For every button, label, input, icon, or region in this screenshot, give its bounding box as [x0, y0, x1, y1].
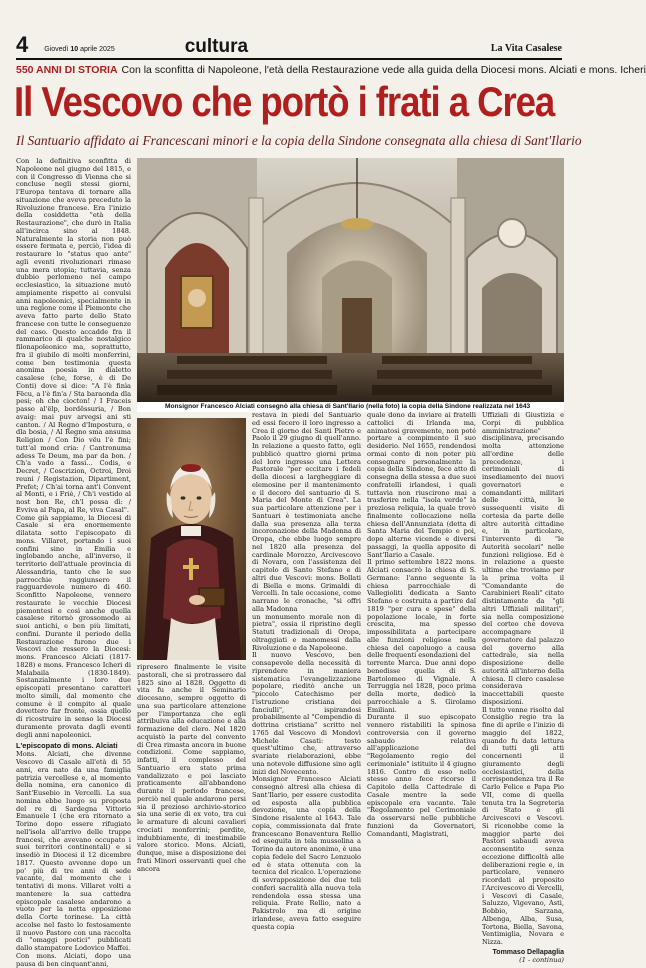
article-headline: Il Vescovo che portò i frati a Crea [14, 78, 555, 125]
header-divider [16, 58, 562, 60]
paragraph: ripresero finalmente le visite pastorali, che si protrassero dal 1825 sino al 1828. Oggetto di vita fu anche il Seminario diocesano, sempre oggetto di una sua particolare attenzione per l'importanza che egli attribuiva alla educazione e alla formazione del clero. Nel 1820 acquistò la parte del convento di Crea rimasta ancora in buone condizioni. Come sappiamo, infatti, il complesso del Santuario era stato prima vandalizzato e poi lasciato praticamente all'abbandono durante il periodo francese, perciò nel quale andarono persi sia il prezioso archivio-storico sia una serie di ex voto, tra cui le armature di alcuni cavalieri crociati monferrini; perdite, indubbiamente, di inestimabile valore storico. Mons. Alciati, dunque, mise a disposizione dei frati Minori osservanti quel che ancora [137, 663, 246, 873]
church-interior-illustration [137, 158, 564, 402]
page-number: 4 [16, 32, 29, 57]
paragraph: restava in piedi del Santuario ed essi fecero il loro ingresso a Crea il giorno dei Santi Pietro e Paolo il 29 giugno di quell'anno. In relazione a questo fatto, egli pubblicò quattro giorni prima del loro ingresso una Lettera Pastorale "per eccitare i fedeli della diocesi a largheggiare di elemosine per il mantenimento e il decoro del santuario di S. Maria del Monte di Crea". La sua particolare attenzione per i Santuari è testimoniata anche dalla sua presenza alla terza incoronazione della Madonna di Oropa, che ebbe luogo sempre nel 1820 alla presenza del cardinale Morozzo, Arcivescovo di Novara, con l'assistenza del capitolo di Santo Stefano e di altri due Vescovi: mons. Bollati di Biella e mons. Grimaldi di Vercelli. In tale occasione, come narrano le cronache, "si offri alla Madonna [252, 411, 361, 613]
bishop-portrait [137, 418, 246, 660]
paragraph: Il primo settembre 1822 mons. Alciati consacrò la chiesa di S. Germano: l'anno seguente la chiesa parrocchiale di Vallegioliti dedicata a Santo Stefano e costruita a partire dal 1819 "per cura e spese" della popolazione locale, in forte crescita, ma spesso impossibilitata a partecipare alle funzioni religiose nella chiesa del capoluogo a causa delle frequenti esondazioni del [367, 558, 476, 660]
article-column-3 [252, 411, 361, 931]
issue-date: Giovedì 10 aprile 2025 [44, 46, 115, 53]
paragraph: Durante il suo episcopato vennero ristabiliti la spinosa controversia con il governo sabaudo relativa all'applicazione del "Regolamento regio del cerimoniale" istituito il 4 giugno 1816. Contro di esso nello stesso anno fece ricorso il Capitolo della Cattedrale di Casale mentre la sede episcopale era vacante. Tale "Regolamento pel Cerimoniale da osservarsi nelle pubbliche funzioni da Governatori, Comandanti, Magistrati, [367, 713, 476, 838]
church-interior-photo [137, 158, 564, 402]
kicker-text: Con la sconfitta di Napoleone, l'età della Restaurazione vede alla guida della Diocesi mons. Alciati e mons. Icheri [121, 64, 646, 76]
continues-note: (1 - continua) [519, 955, 564, 964]
paragraph: Monsignor Francesco Alciati consegnò altresì alla chiesa di Sant'Ilario, per essere custodita ed esposta alla pubblica devozione, una copia della Sindone risalente al 1643. Tale copia, commissionata dal frate francescano Bonaventura Rellio ed eseguita in tela mussolina a Torino da autore anonimo, è una copia fedele del Sacro Lenzuolo ed è stata ottenuta con la tecnica del ricalco. L'operazione di sovrapposizione dei due teli conferì sacralità alla nuova tela rendendola essa stessa una reliquia. Frate Rellio, nato a Pakistrolo ma di origine irlandese, aveva fatto eseguire questa copia [252, 775, 361, 931]
paragraph: quale dono da inviare ai fratelli cattolici di Irlanda ma, animatosi gravemente, non poté portare a compimento il suo desiderio. Nel 1655, rendendosi ormai conto di non poter più consegnare personalmente la copia della Sindone, fece atto di consegna della stessa a due suoi confratelli irlandesi, i quali tuttavia non riuscirono mai a trasferire nella "isola verde" la preziosa reliquia, la quale trovò finalmente collocazione nella chiesa dell'Annunziata (detta di Santa Maria del Tempio e poi, dopo alterne vicende e diversi passaggi, la quella apposito di Sant'Ilario a Casale. [367, 411, 476, 559]
article-column-4 [367, 412, 476, 910]
paragraph: Uffiziali di Giustizia e Corpi di pubblica amministrazione" disciplinava, precisando molta attenzione all'ordine delle precedenze, i cerimoniali di insediamento dei nuovi governatori e comandanti militari delle città, le sussequenti visite di cortesia da parte delle altre autorità cittadine e, in particolare, l'intervento di "le Autorità secolari" nelle funzioni religiose. Ed è in relazione a queste ultime che troviamo per la prima volta il "Comandante de Carabinieri Reali" citato distintamente da "gli altri Uffiziali militari", sia nella composizione del corteo che doveva accompagnare il governatore dal palazzo del governo alla cattedrale, sia nella disposizione delle autorità all'interno della chiesa. Il clero casalese considerava inaccettabili queste disposizioni. [482, 411, 564, 706]
paragraph: torrente Marca. Due anni dopo benedisse quella di S. Bartolomeo di Vignale. A Terruggia nel 1828, poco prima della morte, dedicò la parrocchiale a S. Girolamo Emiliani. [367, 659, 476, 714]
masthead-logo: La Vita Casalese [490, 43, 562, 54]
article-column-5 [482, 411, 564, 964]
paragraph: Con la definitiva sconfitta di Napoleone nel giugno del 1815, e con il Congresso di Vienna che si concluse negli stessi giorni, l'Europa tentava di tornare alla situazione che aveva preceduto la Rivoluzione francese. Era l'inizio della cosiddetta "età della Restaurazione", che durò in Italia all'incirca sino al 1848. Naturalmente la storia non può essere fermata e, perciò, l'idea di restaurare lo "status quo ante" agli eventi rivoluzionari rimase una mera utopia; tuttavia, senza dubbio perlomeno nel campo ecclesiastico, la situazione mutò ampiamente rispetto ai convulsi anni napoleonici, specialmente in una regione come il Piemonte che aveva fatto parte dello Stato francese con tutte le conseguenze del caso. Questo accadde fra il rammarico di qualche nostalgico filonapoleonico ma, soprattutto, fra il giubilo di molti monferrini, come ben testimonia questa anonima poesia in dialetto casalese (che, forse, è di De Conti) dove si dice: "A l'è finìa Fëcu, a l'è fin'a / Sta baraonda dla pesi; oh che ciocton! / I Fraceis passo al'ëlp, bordëssuria, / Bon avaig: mai puv arvegsi ani sti canton. / Al Regno d'Impostura, e dla bosia, / Al Regno sma ansuma Religion / Con Dio vëu l'è fini; tutt'al mond cria: / Cantronuma adess Te Deum, ma par da bon. / Ch'a vado a fassi... Codis, e Decret, / Coscrizion, Octroi, Droi reuni / Registazion, Dipartiment, Prefet; / Ch'ai torna ant'i Convent al Monti, e i Friè, / Ch'i vestido al nost bon Re, ch'l possa dì: / Evviva al Papa, al Re, viva Casal". [16, 157, 131, 514]
photo-caption: Monsignor Francesco Alciati consegnò alla chiesa di Sant'Ilario (nella foto) la copia della Sindone realizzata nel 1643 [137, 402, 564, 412]
page-header [16, 32, 562, 56]
article-column-1 [16, 157, 131, 968]
kicker [16, 64, 646, 77]
article-column-2 [137, 664, 246, 910]
paragraph: Mons. Alciati, che divenne Vescovo di Casale all'età di 55 anni, era nato da una famiglia patrizia vercellese e, al momento della nomina, era canonico di Sant'Eusebio in Vercelli. La sua nomina ebbe luogo su proposta del re di Sardegna Vittorio Emanuele I (che era ritornato a Torino dopo essere rifugiato nell'isola all'arrivo delle truppe francesi, che avevano occupato i suoi territori continentali) e si insediò in Diocesi il 12 dicembre 1817. Questo avvenne dopo un po' più di tre anni di sede vacante, dal momento che i tentativi di mons. Villaret volti a mantenere la sua cattedra episcopale casalese andarono a vuoto per la netta opposizione della Corte torinese. La città accolse nel fasto lo festosamente il nuovo Pastore con una raccolta di "omaggi poetici" pubblicati dallo stampatore Lodovico Maffei. [16, 750, 131, 952]
paragraph: Con mons. Alciati, dopo una pausa di ben cinquant'anni, [16, 951, 131, 968]
paragraph: Il tutto venne risolto dal Consiglio regio tra la fine di aprile e l'inizio di maggio del 1822, quando fu data lettura di tutti gli atti concernenti il giuramento degli ecclesiastici, della corrispondenza tra il Re Carlo Felice e Papa Pio VII, come di quella tenuta tra la Segreteria di Stato e gli Arcivescovi e Vescovi. Si riconobbe come la maggior parte dei Pastori sabaudi aveva acconsentito senza eccezione difficoltà alle deliberazioni regie e, in particolare, vennero ricordati al proposito l'Arcivescovo di Vercelli, i Vescovi di Casale, Saluzzo, Vigevano, Asti, Bobbio, Sarzana, Albenga, Alba, Susa, Tortona, Biella, Savona, Ventimiglia, Novara e Nizza. [482, 705, 564, 946]
paragraph: Il nuovo Vescovo, ben consapevole della necessità di riprendere in maniera sistematica l'evangelizzazione popolare, rieditò anche un "piccolo Catechismo per l'istruzione cristiana dei fanciulli", ispirandosi probabilmente al "Compendio di dottrina cristiana" scritto nel 1765 dal Vescovo di Mondovì Michele Casati: testo quest'ultimo che, attraverso svariate rielaborazioni, ebbe una notevole diffusione sino agli inizi del Novecento. [252, 651, 361, 776]
paragraph: Come già sappiamo, la Diocesi di Casale si era enormemente dilatata sotto l'episcopato di mons. Villaret, portando i suoi confini sino in Emilia e inglobando anche, all'inverso, il territorio dell'attuale provincia di Alessandria, tanto che le sue parrocchie raggiunsero il ragguardevole numero di 460. Sconfitto Napoleone, vennero restaurate le vecchie Diocesi piemontesi e così anche quella casalese ritornò grossomodo ai suoi antichi, e ben più limitati, confini. Durante il periodo della Restaurazione furono due i Vescovi che ressero la Diocesi: mons. Francesco Alciati (1817-1828) e mons. Francesco Icheri di Malabaila (1830-1849). Sostanzialmente i loro due episcopati presentano caratteri molto simili, dal momento che comune è il compito al quale dovettero far fronte, ossia quello di ricostruire in senso la Diocesi duramente provata dagli eventi degli anni napoleonici. [16, 513, 131, 739]
bishop-portrait-illustration [137, 418, 246, 660]
article-subhead: Il Santuario affidato ai Francescani minori e la copia della Sindone consegnata alla chiesa di Sant'Ilario [16, 133, 582, 148]
kicker-tag: 550 ANNI DI STORIA [16, 64, 118, 76]
section-title: cultura [184, 36, 249, 57]
author-signature: Tommaso Dellapaglia [492, 948, 564, 956]
section-subtitle: L'episcopato di mons. Alciati [16, 741, 118, 751]
paragraph: un monumento morale non di pietra", ossia il ripristino degli Statuti tradizionali di Oropa, oltraggiati e manomessi dalla Rivoluzione e da Napoleone. [252, 612, 361, 652]
